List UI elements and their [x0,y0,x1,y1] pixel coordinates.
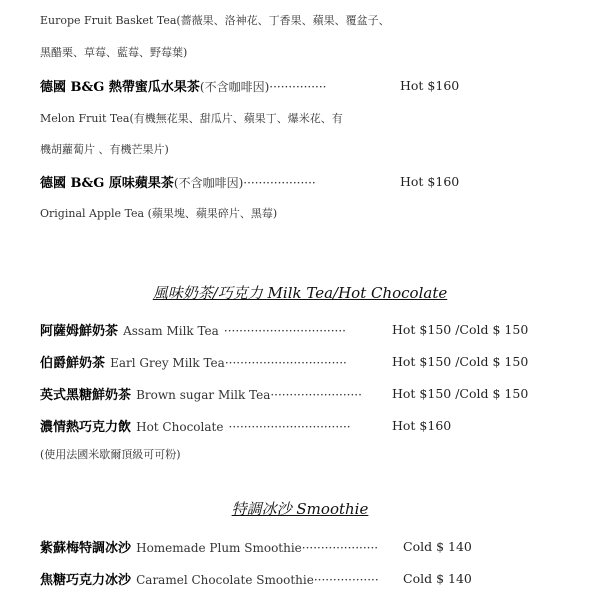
menu-item-apple-tea [40,172,316,191]
item-english-name: Earl Grey Milk Tea [110,356,225,370]
item-price: Hot $150 /Cold $ 150 [392,386,529,401]
item-price: Hot $150 /Cold $ 150 [392,322,529,337]
item-note: (不含咖啡因) [199,80,270,94]
leader-dots: ························ [270,388,362,402]
leader-dots: ··················· [243,176,316,190]
item-price: Hot $160 [392,418,452,433]
item-english-name: Homemade Plum Smoothie [136,541,302,555]
menu-item-hot-chocolate [40,416,351,435]
leader-dots: ································ [223,324,346,338]
item-name: 阿薩姆鮮奶茶 [40,324,119,339]
item-price: Hot $160 [400,78,460,93]
menu-item-assam-milk-tea [40,320,346,339]
leader-dots: ················· [313,573,379,587]
section-heading-milk-tea: 風味奶茶/巧克力 Milk Tea/Hot Chocolate [152,284,448,302]
item-name: 德國 B&G 熱帶蜜瓜水果茶 [40,80,200,95]
item-name: 紫蘇梅特調冰沙 [40,541,132,556]
item-name: 英式黑糖鮮奶茶 [40,388,132,403]
tea-2-desc: Original Apple Tea (蘋果塊、蘋果碎片、黑莓) [40,207,278,220]
leader-dots: ································ [228,420,351,434]
leader-dots: ··············· [269,80,327,94]
item-english-name: Caramel Chocolate Smoothie [136,573,314,587]
item-english-name: Hot Chocolate [136,420,224,434]
cocoa-note: (使用法國米歇爾頂級可可粉) [40,448,181,461]
tea-0-desc-line-2: 黑醋栗、草莓、藍莓、野莓葉) [40,46,188,59]
tea-1-desc-line-1: Melon Fruit Tea(有機無花果、甜瓜片、蘋果丁、爆米花、有 [40,112,343,125]
menu-item-earl-grey-milk-tea [40,352,347,371]
menu-item-caramel-chocolate-smoothie [40,569,379,588]
item-price: Cold $ 140 [403,571,472,586]
item-name: 伯爵鮮奶茶 [40,356,106,371]
leader-dots: ···················· [301,541,379,555]
item-name: 濃情熱巧克力飲 [40,420,132,435]
menu-item-melon-fruit-tea [40,76,326,95]
leader-dots: ································ [224,356,347,370]
tea-0-desc-line-1: Europe Fruit Basket Tea(薔薇果、洛神花、丁香果、蘋果、覆盆子、 [40,14,390,27]
item-price: Hot $160 [400,174,460,189]
item-price: Hot $150 /Cold $ 150 [392,354,529,369]
item-english-name: Assam Milk Tea [123,324,219,338]
item-english-name: Brown sugar Milk Tea [136,388,271,402]
item-name: 焦糖巧克力冰沙 [40,573,132,588]
menu-item-brown-sugar-milk-tea [40,384,362,403]
item-price: Cold $ 140 [403,539,472,554]
menu-item-plum-smoothie [40,537,378,556]
section-heading-smoothie: 特調冰沙 Smoothie [231,500,369,518]
tea-1-desc-line-2: 機胡蘿蔔片 、有機芒果片) [40,143,169,156]
item-note: (不含咖啡因) [173,176,244,190]
item-name: 德國 B&G 原味蘋果茶 [40,176,174,191]
